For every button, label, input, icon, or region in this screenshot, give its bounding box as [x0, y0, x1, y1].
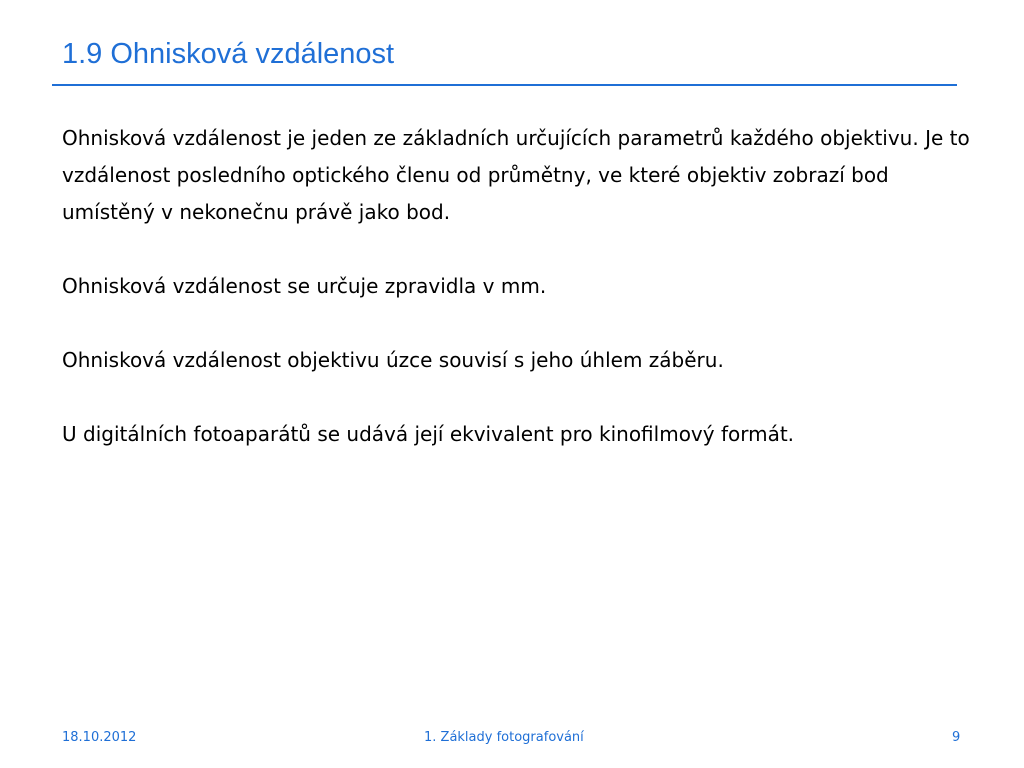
paragraph-units: Ohnisková vzdálenost se určuje zpravidla v mm.: [62, 274, 547, 298]
slide-title: 1.9 Ohnisková vzdálenost: [62, 38, 395, 70]
footer-page-number: 9: [952, 730, 961, 745]
paragraph-definition: Ohnisková vzdálenost je jeden ze základních určujících parametrů každého objektivu. Je to vzdálenost posledního optického členu od průmětny, ve které objektiv zobrazí bod umístěný v nekonečnu právě jako bod.: [62, 126, 970, 224]
paragraph-digital-equivalent: U digitálních fotoaparátů se udává její ekvivalent pro kinofilmový formát.: [62, 422, 795, 446]
slide-body: [62, 120, 972, 490]
footer-date: 18.10.2012: [62, 730, 137, 745]
paragraph-angle-of-view: Ohnisková vzdálenost objektivu úzce souvisí s jeho úhlem záběru.: [62, 348, 724, 372]
footer-section-title: 1. Základy fotografování: [424, 730, 584, 745]
title-divider: [52, 84, 957, 86]
